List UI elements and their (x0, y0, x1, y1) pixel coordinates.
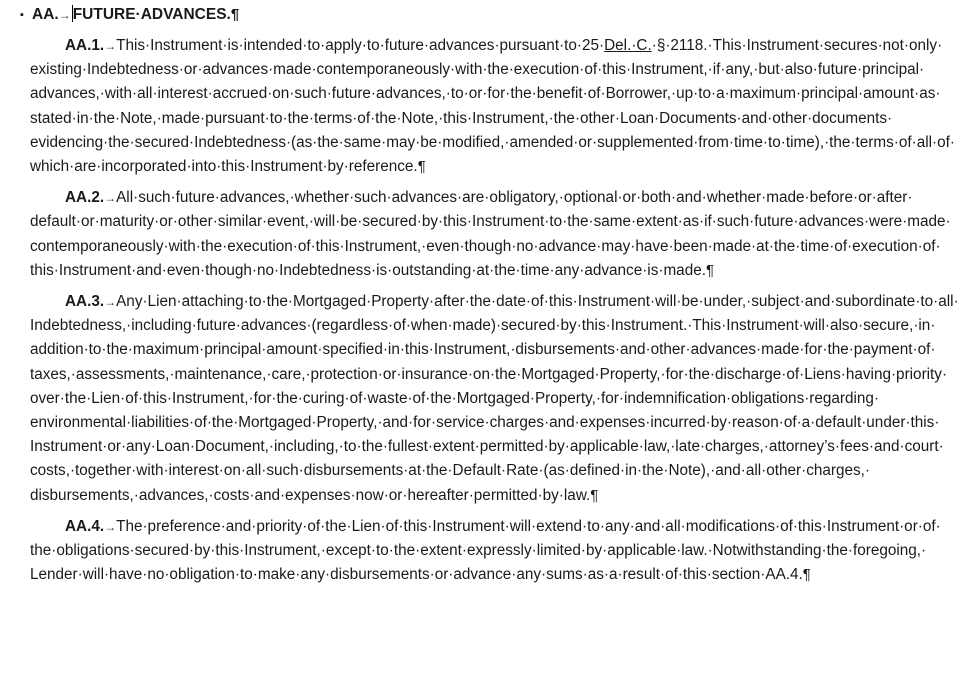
statute-reference: Del.·​C. (604, 37, 652, 54)
paragraph-number: AA.1. (65, 37, 105, 54)
pilcrow-mark: ¶ (417, 158, 426, 176)
pilcrow-mark: ¶ (230, 6, 240, 23)
tab-arrow-mark: → (104, 39, 117, 53)
tab-arrow-mark: → (104, 519, 117, 534)
paragraph-aa3[interactable] (30, 290, 959, 508)
tab-arrow-mark: → (104, 295, 117, 310)
tab-arrow-mark: → (58, 8, 71, 22)
paragraph-number: AA.4. (65, 517, 105, 535)
paragraph-number: AA.3. (65, 293, 105, 311)
paragraph-number: AA.2. (65, 189, 105, 207)
paragraph-text: ·​§·​2118.·​This·​Instrument·​secures·​not·​only·​existing·​Indebtedness·​or·​advances·​made·​contemporaneously·​with·​the·​execution·​of·​this·​Instrument,·​if·​any,·​but·​also·​future·​principal·​advances,·​with·​all·​interest·​accrued·​on·​such·​future·​advances,·​to·​or·​for·​the·​benefit·​of·​Borrower,·​up·​to·​a·​maximum·​principal·​amount·​as·​stated·​in·​the·​Note,·​made·​pursuant·​to·​the·​terms·​of·​the·​Note,·​this·​Instrument,·​the·​other·​Loan·​Documents·​and·​other·​documents·​evidencing·​the·​secured·​Indebtedness·​(as·​the·​same·​may·​be·​modified,·​amended·​or·​supplemented·​from·​time·​to·​time),·​the·​terms·​of·​all·​of·​which·​are·​incorporated·​into·​this·​Instrument·​by·​reference. (30, 37, 955, 176)
paragraph-text: Any·​Lien·​attaching·​to·​the·​Mortgaged·​Property·​after·​the·​date·​of·​this·​Instrument·​will·​be·​under,·​subject·​and·​subordinate·​to·​all·​Indebtedness,·​including·​future·​advances·​(regardless·​of·​when·​made)·​secured·​by·​this·​Instrument.·​This·​Instrument·​will·​also·​secure,·​in·​addition·​to·​the·​maximum·​principal·​amount·​specified·​in·​this·​Instrument,·​disbursements·​and·​other·​advances·​made·​for·​the·​payment·​of·​taxes,·​assessments,·​maintenance,·​care,·​protection·​or·​insurance·​on·​the·​Mortgaged·​Property,·​for·​the·​discharge·​of·​Liens·​having·​priority·​over·​the·​Lien·​of·​this·​Instrument,·​for·​the·​curing·​of·​waste·​of·​the·​Mortgaged·​Property,·​for·​indemnification·​obligations·​regarding·​environmental·​liabilities·​of·​the·​Mortgaged·​Property,·​and·​for·​service·​charges·​and·​expenses·​incurred·​by·​reason·​of·​a·​default·​under·​this·​Instrument·​or·​any·​Loan·​Document,·​including,·​to·​the·​fullest·​extent·​permitted·​by·​applicable·​law,·​late·​charges,·​attorney’s·​fees·​and·​court·​costs,·​together·​with·​interest·​on·​all·​such·​disbursements·​at·​the·​Default·​Rate·​(as·​defined·​in·​the·​Note),·​and·​all·​other·​charges,·​disbursements,·​advances,·​costs·​and·​expenses·​now·​or·​hereafter·​permitted·​by·​law. (30, 293, 959, 504)
heading-bullet-mark: ▪ (20, 9, 24, 21)
heading-title: FUTURE·​ADVANCES. (72, 6, 231, 23)
heading-number: AA. (32, 6, 59, 23)
pilcrow-mark: ¶ (705, 261, 715, 279)
pilcrow-mark: ¶ (590, 486, 599, 504)
paragraph-aa4[interactable] (30, 515, 959, 588)
section-heading[interactable] (20, 4, 959, 26)
paragraph-aa2[interactable] (30, 186, 959, 283)
paragraph-text: All·​such·​future·​advances,·​whether·​such·​advances·​are·​obligatory,·​optional·​or·​both·​and·​whether·​made·​before·​or·​after·​default·​or·​maturity·​or·​other·​similar·​event,·​will·​be·​secured·​by·​this·​Instrument·​to·​the·​same·​extent·​as·​if·​such·​future·​advances·​were·​made·​contemporaneously·​with·​the·​execution·​of·​this·​Instrument,·​even·​though·​no·​advance·​may·​have·​been·​made·​at·​the·​time·​of·​execution·​of·​this·​Instrument·​and·​even·​though·​no·​Indebtedness·​is·​outstanding·​at·​the·​time·​any·​advance·​is·​made. (30, 189, 951, 279)
pilcrow-mark: ¶ (802, 566, 811, 584)
paragraph-aa1[interactable] (30, 34, 959, 179)
tab-arrow-mark: → (104, 191, 117, 206)
paragraph-text: This·​Instrument·​is·​intended·​to·​apply·​to·​future·​advances·​pursuant·​to·​25·​ (116, 37, 605, 54)
paragraph-text: The·​preference·​and·​priority·​of·​the·​Lien·​of·​this·​Instrument·​will·​extend·​to·​any·​and·​all·​modifications·​of·​this·​Instrument·​or·​of·​the·​obligations·​secured·​by·​this·​Instrument,·​except·​to·​the·​extent·​expressly·​limited·​by·​applicable·​law.·​Notwithstanding·​the·​foregoing,·​Lender·​will·​have·​no·​obligation·​to·​make·​any·​disbursements·​or·​advance·​any·​sums·​as·​a·​result·​of·​this·​section·​AA.4. (30, 517, 941, 584)
